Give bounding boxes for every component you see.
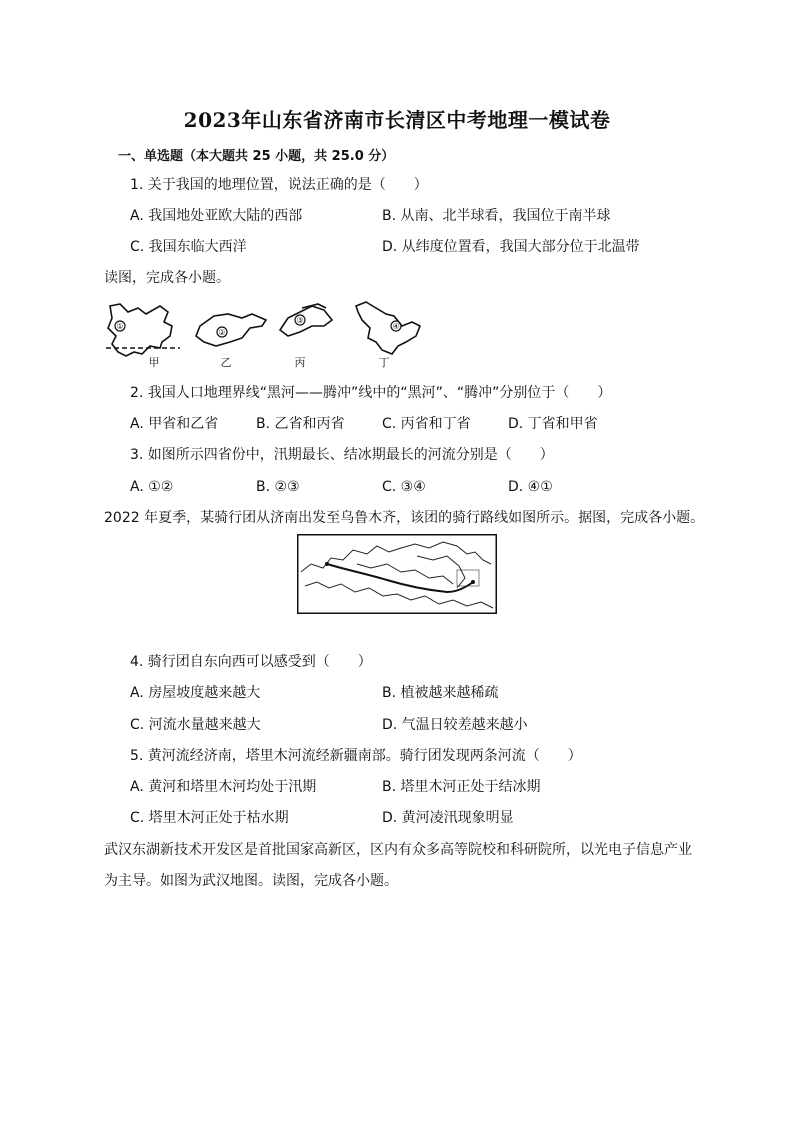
question-2-option-d: D. 丁省和甲省 (508, 416, 598, 432)
question-1-stem: 1. 关于我国的地理位置，说法正确的是（ ） (130, 177, 428, 193)
province-outline-map (102, 296, 442, 370)
question-4-stem: 4. 骑行团自东向西可以感受到（ ） (130, 654, 372, 670)
cycling-route-figure (297, 534, 497, 614)
question-3-option-b: B. ②③ (256, 479, 300, 495)
question-2-option-a: A. 甲省和乙省 (130, 416, 219, 432)
intro-text-2: 2022 年夏季，某骑行团从济南出发至乌鲁木齐，该团的骑行路线如图所示。据图，完成各小题。 (104, 510, 705, 526)
province-outline-figure (102, 296, 442, 370)
question-5-option-b: B. 塔里木河正处于结冰期 (382, 779, 541, 795)
question-4-option-c: C. 河流水量越来越大 (130, 717, 261, 733)
province-bing-shape (280, 306, 332, 336)
mark-2: ② (218, 328, 226, 337)
mark-4: ④ (392, 322, 400, 331)
cycling-route-map (297, 534, 497, 614)
question-3-option-d: D. ④① (508, 479, 553, 495)
question-3-option-a: A. ①② (130, 479, 174, 495)
question-3-stem: 3. 如图所示四省份中，汛期最长、结冰期最长的河流分别是（ ） (130, 447, 554, 463)
question-5-option-d: D. 黄河凌汛现象明显 (382, 810, 514, 826)
mark-1: ① (116, 322, 124, 331)
question-1-option-d: D. 从纬度位置看，我国大部分位于北温带 (382, 239, 640, 255)
question-3-option-c: C. ③④ (382, 479, 426, 495)
label-jia: 甲 (148, 356, 160, 369)
question-1-option-b: B. 从南、北半球看，我国位于南半球 (382, 208, 611, 224)
question-4-option-b: B. 植被越来越稀疏 (382, 685, 499, 701)
question-5-stem: 5. 黄河流经济南，塔里木河流经新疆南部。骑行团发现两条河流（ ） (130, 748, 582, 764)
intro-text-3-line-1: 武汉东湖新技术开发区是首批国家高新区，区内有众多高等院校和科研院所，以光电子信息产业 (104, 842, 692, 858)
province-ding-shape (356, 302, 420, 354)
question-2-stem: 2. 我国人口地理界线“黑河——腾冲”线中的“黑河”、“腾冲”分别位于（ ） (130, 385, 612, 401)
section-heading: 一、单选题（本大题共 25 小题，共 25.0 分） (118, 149, 395, 164)
label-bing: 丙 (294, 356, 306, 369)
mark-3: ③ (296, 316, 304, 325)
intro-text-3-line-2: 为主导。如图为武汉地图。读图，完成各小题。 (104, 873, 398, 889)
question-1-option-c: C. 我国东临大西洋 (130, 239, 247, 255)
province-yi-shape (196, 314, 266, 346)
question-5-option-a: A. 黄河和塔里木河均处于汛期 (130, 779, 317, 795)
label-yi: 乙 (220, 356, 232, 369)
question-4-option-d: D. 气温日较差越来越小 (382, 717, 528, 733)
intro-text-1: 读图，完成各小题。 (104, 270, 230, 286)
question-1-option-a: A. 我国地处亚欧大陆的西部 (130, 208, 303, 224)
question-2-option-c: C. 丙省和丁省 (382, 416, 471, 432)
label-ding: 丁 (378, 356, 390, 369)
question-5-option-c: C. 塔里木河正处于枯水期 (130, 810, 289, 826)
question-2-option-b: B. 乙省和丙省 (256, 416, 345, 432)
page-title: 2023年山东省济南市长清区中考地理一模试卷 (183, 108, 611, 132)
question-4-option-a: A. 房屋坡度越来越大 (130, 685, 261, 701)
